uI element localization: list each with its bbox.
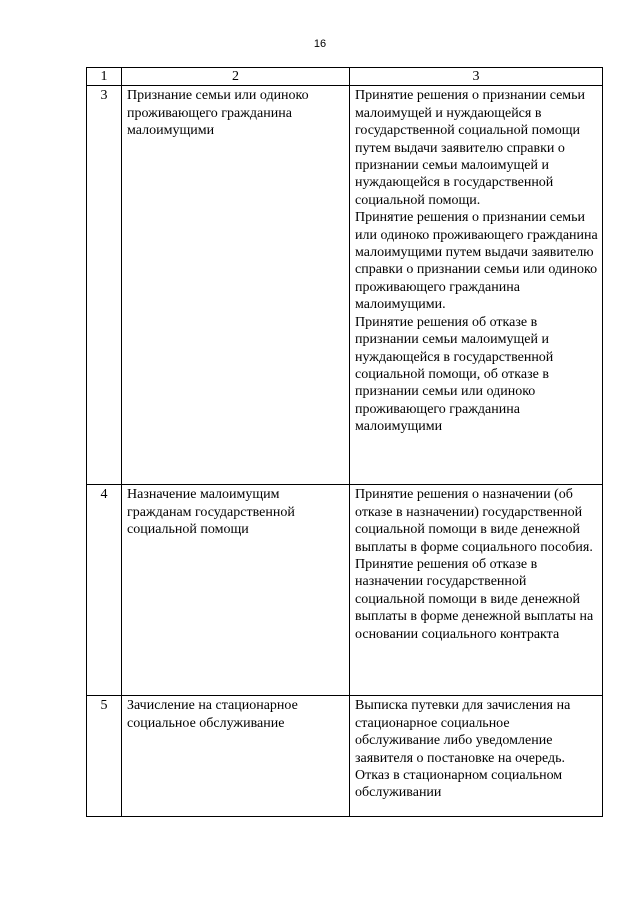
column-number-3: 3 bbox=[350, 68, 603, 86]
services-table bbox=[86, 67, 603, 817]
row-number: 5 bbox=[87, 696, 122, 817]
service-result bbox=[350, 86, 603, 485]
service-name: Зачисление на стационарное социальное обслуживание bbox=[122, 696, 350, 817]
row-number: 3 bbox=[87, 86, 122, 485]
result-paragraph: Принятие решения об отказе в назначении государственной социальной помощи в виде денежной выплаты в форме денежной выплаты на основании социального контракта bbox=[355, 557, 594, 642]
table-row bbox=[87, 485, 603, 696]
result-paragraph: Отказ в стационарном социальном обслуживании bbox=[355, 768, 563, 801]
result-paragraph: Выписка путевки для зачисления на стационарное социальное обслуживание либо уведомление заявителя о постановке на очередь. bbox=[355, 698, 571, 766]
service-name: Признание семьи или одиноко проживающего гражданина малоимущими bbox=[122, 86, 350, 485]
column-number-2: 2 bbox=[122, 68, 350, 86]
column-number-1: 1 bbox=[87, 68, 122, 86]
table-row bbox=[87, 86, 603, 485]
result-paragraph: Принятие решения об отказе в признании семьи малоимущей и нуждающейся в государственной социальной помощи, об отказе в признании семьи или одиноко проживающего гражданина малоимущими bbox=[355, 314, 554, 435]
table-row bbox=[87, 696, 603, 817]
page-number: 16 bbox=[313, 38, 327, 50]
service-name: Назначение малоимущим гражданам государственной социальной помощи bbox=[122, 485, 350, 696]
result-paragraph: Принятие решения о назначении (об отказе в назначении) государственной социальной помощи в виде денежной выплаты в форме социального пособия. bbox=[355, 487, 593, 555]
table-header-row bbox=[87, 68, 603, 86]
row-number: 4 bbox=[87, 485, 122, 696]
result-paragraph: Принятие решения о признании семьи малоимущей и нуждающейся в государственной социальной помощи путем выдачи заявителю справки о признании семьи малоимущей и нуждающейся в государственной социальной помощи. bbox=[355, 88, 586, 208]
service-result bbox=[350, 485, 603, 696]
service-result bbox=[350, 696, 603, 817]
result-paragraph: Принятие решения о признании семьи или одиноко проживающего гражданина малоимущими путем выдачи заявителю справки о признании семьи или одиноко проживающего гражданина малоимущими. bbox=[355, 210, 598, 313]
